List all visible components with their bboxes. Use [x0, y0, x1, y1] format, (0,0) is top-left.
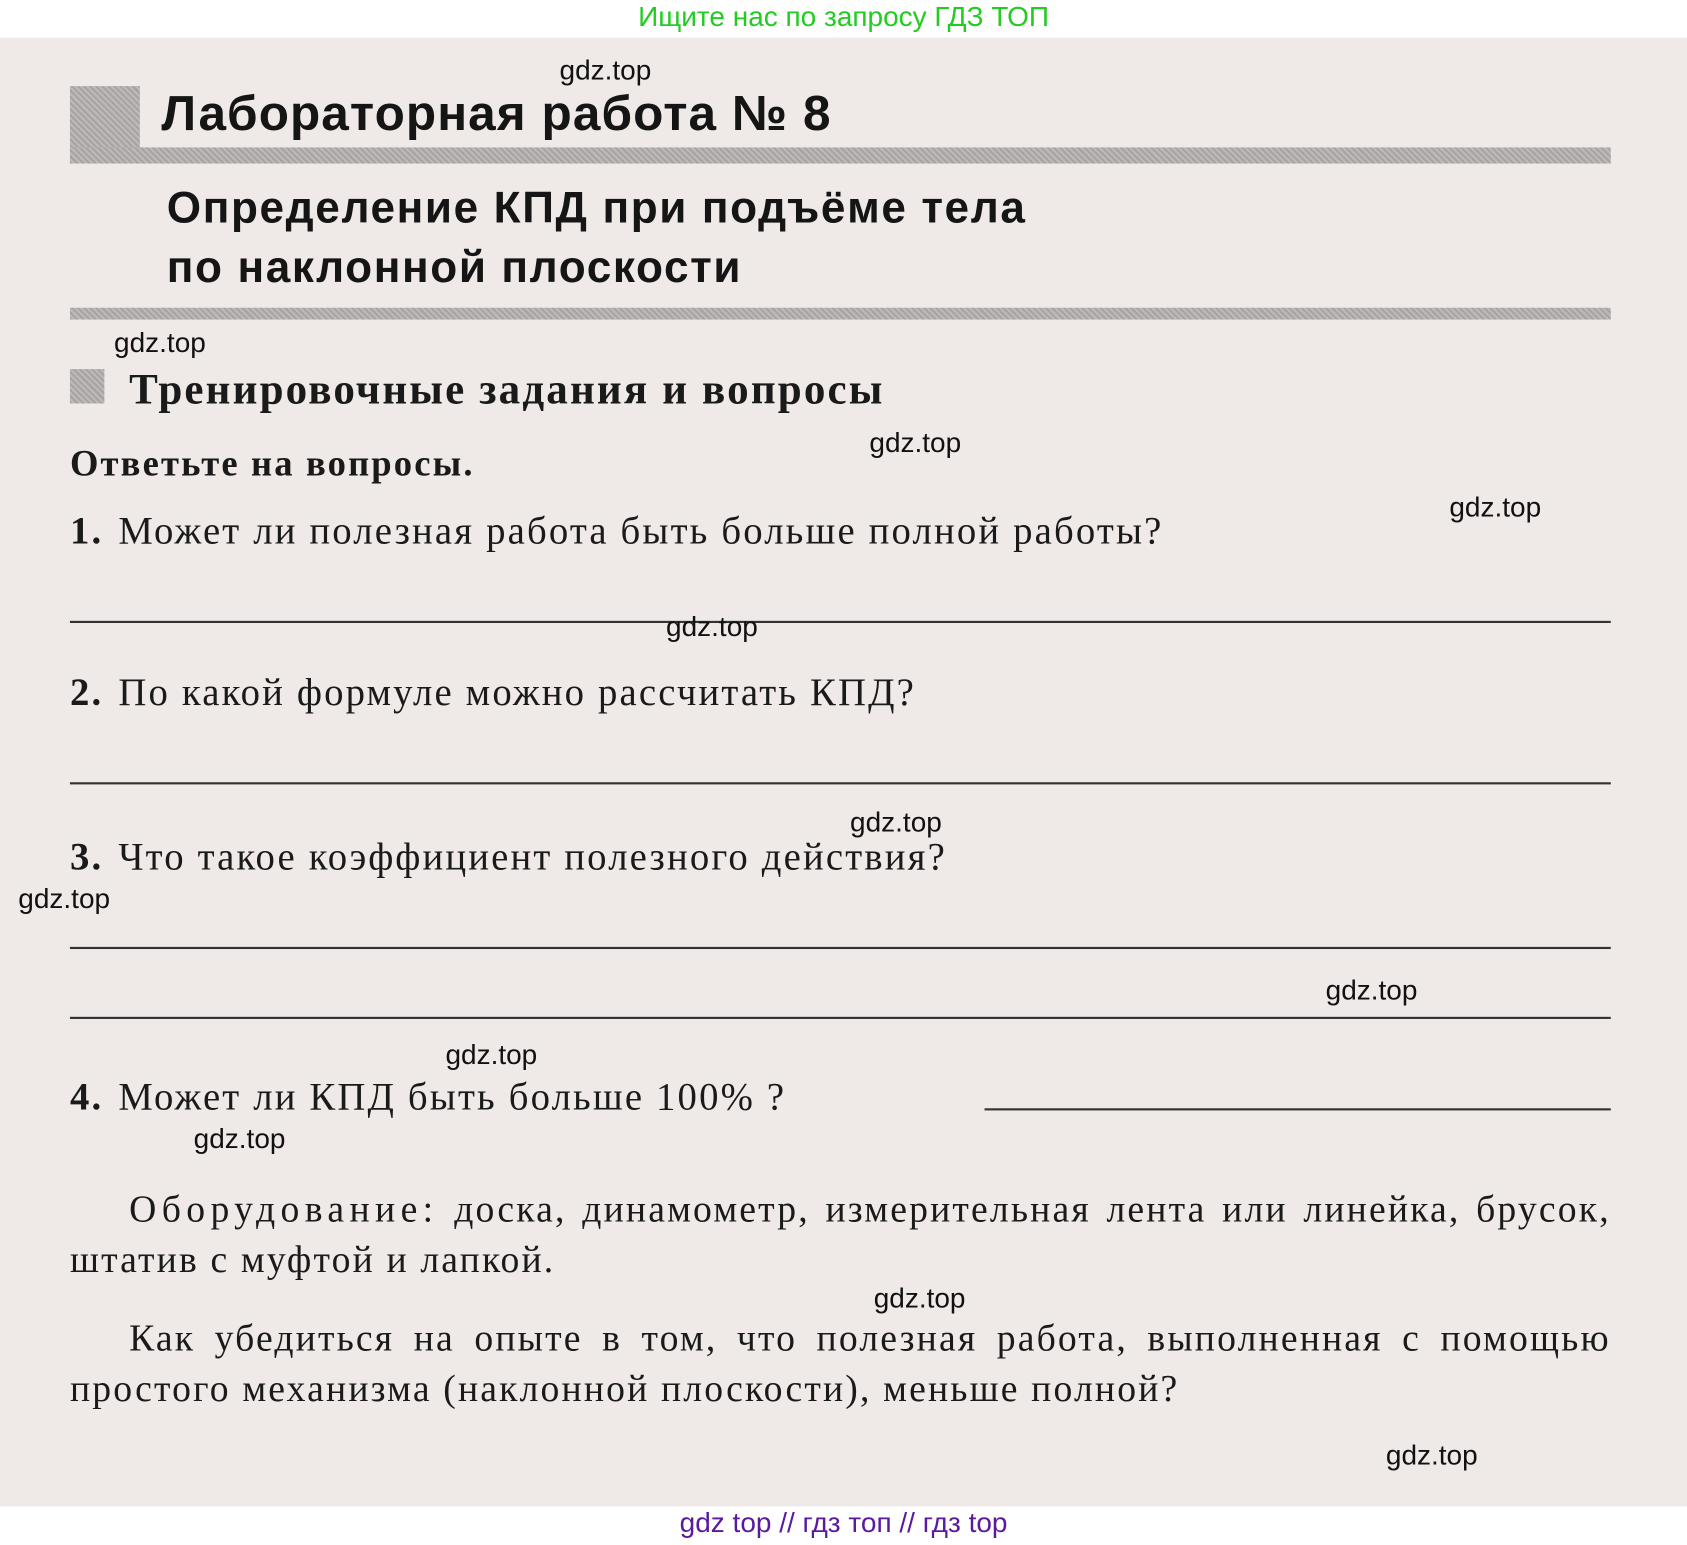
bottom-banner-text: gdz top // гдз топ // гдз top	[679, 1506, 1008, 1539]
question-1	[70, 508, 1164, 553]
question-4	[70, 1074, 786, 1119]
answer-line[interactable]	[985, 1108, 1611, 1110]
question-text: По какой формуле можно рассчитать КПД?	[118, 670, 916, 714]
equipment-label: Оборудование:	[129, 1187, 439, 1230]
subtitle-divider	[70, 308, 1611, 320]
watermark: gdz.top	[559, 53, 652, 87]
title-block-decoration	[70, 86, 140, 153]
watermark: gdz.top	[193, 1122, 286, 1155]
title-divider	[70, 147, 1611, 163]
answer-line[interactable]	[70, 782, 1611, 784]
top-banner-text: Ищите нас по запросу ГДЗ ТОП	[638, 0, 1049, 33]
section-square-icon	[70, 369, 104, 403]
equipment-text: доска, динамометр, измерительная лента или линейка, брусок, штатив с муфтой и лапкой.	[69, 1187, 1611, 1281]
page-title: Лабораторная работа № 8	[161, 85, 832, 141]
question-number: 3.	[69, 834, 104, 879]
question-text: Может ли полезная работа быть больше полной работы?	[118, 508, 1164, 552]
question-2	[70, 669, 916, 714]
question-number: 4.	[69, 1074, 104, 1118]
question-text: Может ли КПД быть больше 100% ?	[118, 1074, 787, 1118]
question-text: Что такое коэффициент полезного действия?	[118, 834, 947, 879]
task-paragraph: Как убедиться на опыте в том, что полезная работа, выполненная с помощью простого механизма (наклонной плоскости), меньше полной?	[69, 1317, 1611, 1410]
watermark: gdz.top	[1325, 973, 1418, 1007]
answer-line[interactable]	[70, 1017, 1611, 1019]
watermark: gdz.top	[114, 326, 206, 359]
watermark: gdz.top	[666, 610, 758, 643]
answer-line[interactable]	[70, 621, 1611, 623]
instruction: Ответьте на вопросы.	[69, 444, 475, 485]
subtitle-line-1: Определение КПД при подъёме тела	[166, 182, 1027, 233]
answer-line[interactable]	[70, 947, 1611, 949]
watermark: gdz.top	[1449, 490, 1542, 523]
question-3	[70, 834, 947, 879]
watermark: gdz.top	[850, 805, 942, 839]
section-heading: Тренировочные задания и вопросы	[129, 364, 885, 414]
equipment-paragraph	[70, 1184, 1611, 1285]
watermark: gdz.top	[873, 1281, 966, 1314]
watermark: gdz.top	[869, 426, 962, 459]
watermark: gdz.top	[18, 882, 111, 915]
question-number: 2.	[69, 670, 104, 714]
question-number: 1.	[69, 508, 104, 552]
watermark: gdz.top	[445, 1038, 538, 1071]
subtitle-line-2: по наклонной плоскости	[166, 242, 743, 292]
watermark: gdz.top	[1385, 1438, 1478, 1471]
